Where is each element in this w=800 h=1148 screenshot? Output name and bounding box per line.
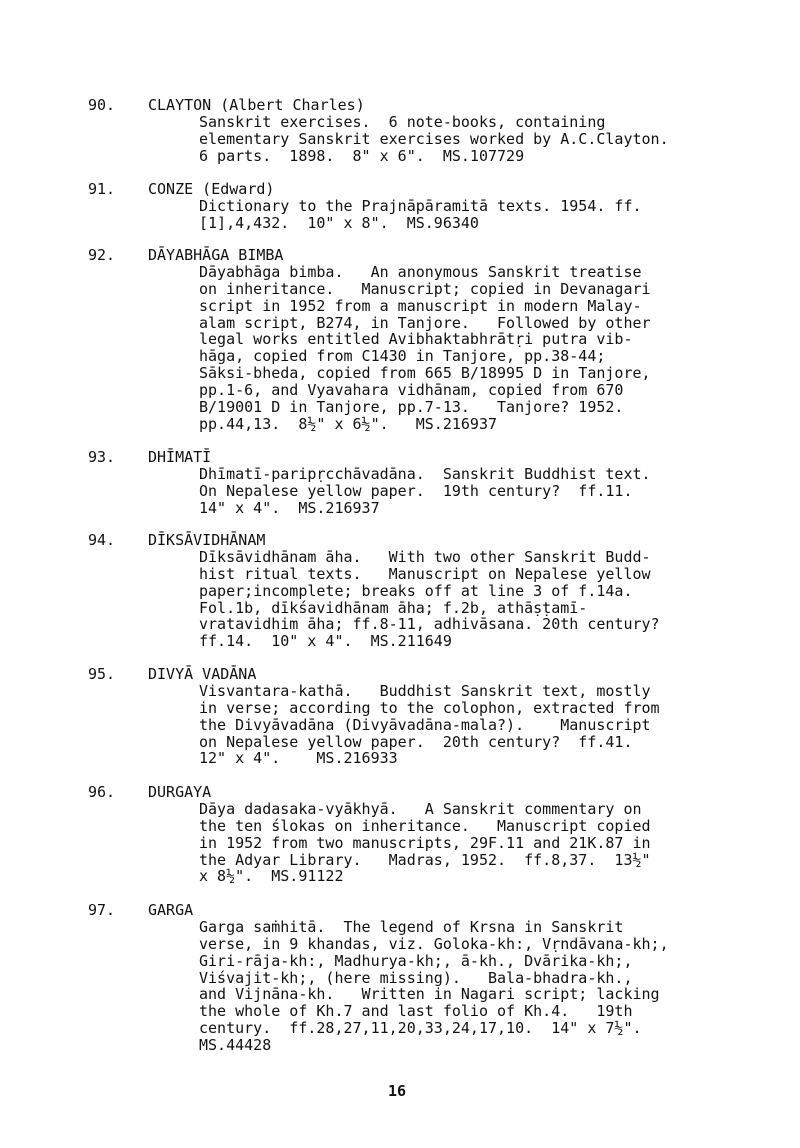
- entry-line: elementary Sanskrit exercises worked by A.C.Clayton.: [199, 129, 669, 148]
- entry-heading: DIVYĀ VADĀNA: [148, 665, 257, 683]
- entry-number: 93.: [88, 448, 116, 466]
- entry-line: the Divyāvadāna (Divyāvadāna-mala?). Manuscript: [199, 715, 651, 734]
- entry-line: ff.14. 10" x 4". MS.211649: [199, 632, 452, 651]
- entry-description: [199, 114, 669, 165]
- entry-line: the ten ślokas on inheritance. Manuscript copied: [199, 816, 651, 835]
- entry-line: pp.44,13. 8½" x 6½". MS.216937: [199, 414, 498, 433]
- entry-number: 94.: [88, 531, 116, 549]
- entry-description: [199, 466, 651, 517]
- entry-description: [199, 919, 669, 1054]
- entry-line: Dāyabhāga bimba. An anonymous Sanskrit treatise: [199, 263, 642, 281]
- entry-description: [199, 801, 651, 885]
- entry-line: hāga, copied from C1430 in Tanjore, pp.38-44;: [199, 347, 606, 366]
- entry-line: Dictionary to the Prajnāpāramitā texts. 1954. ff.: [199, 197, 642, 215]
- entry-line: on Nepalese yellow paper. 20th century? ff.41.: [199, 732, 633, 751]
- entry-line: 6 parts. 1898. 8" x 6". MS.107729: [199, 146, 525, 165]
- entry-line: Giri-rāja-kh:, Madhurya-kh;, ā-kh., Dvārika-kh;,: [199, 951, 633, 970]
- page-number: 16: [388, 1082, 407, 1100]
- entry-line: 12" x 4". MS.216933: [199, 749, 398, 768]
- entry-number: 91.: [88, 180, 116, 198]
- entry-heading: GARGA: [148, 901, 194, 919]
- entry-line: the whole of Kh.7 and last folio of Kh.4. 19th: [199, 1002, 633, 1021]
- entry-number: 95.: [88, 665, 116, 683]
- entry-heading: DHĪMATĪ: [148, 448, 212, 466]
- entry-number: 90.: [88, 96, 116, 114]
- entry-line: alam script, B274, in Tanjore. Followed by other: [199, 313, 651, 332]
- entry-line: Dāya dadasaka-vyākhyā. A Sanskrit commentary on: [199, 800, 642, 818]
- entry-description: [199, 549, 660, 650]
- entry-line: Viśvajit-kh;, (here missing). Bala-bhadra-kh.,: [199, 968, 633, 987]
- entry-number: 97.: [88, 901, 116, 919]
- entry-heading: CLAYTON (Albert Charles): [148, 96, 365, 114]
- entry-line: Fol.1b, dīkśavidhānam āha; f.2b, athāṣṭamī-: [199, 598, 588, 617]
- entry-line: MS.44428: [199, 1035, 272, 1054]
- entry-line: 14" x 4". MS.216937: [199, 498, 380, 517]
- entry-line: in verse; according to the colophon, extracted from: [199, 698, 660, 717]
- entry-line: Dhīmatī-paripṛcchāvadāna. Sanskrit Buddhist text.: [199, 465, 651, 483]
- entry-line: paper;incomplete; breaks off at line 3 of f.14a.: [199, 581, 633, 600]
- entry-line: pp.1-6, and Vyavahara vidhānam, copied from 670: [199, 380, 624, 399]
- entry-line: script in 1952 from a manuscript in modern Malay-: [199, 296, 642, 315]
- entry-line: Dīksāvidhānam āha. With two other Sanskrit Budd-: [199, 548, 651, 566]
- entry-line: hist ritual texts. Manuscript on Nepalese yellow: [199, 564, 651, 583]
- entry-heading: DĪKSĀVIDHĀNAM: [148, 531, 266, 549]
- entry-line: x 8½". MS.91122: [199, 867, 344, 886]
- entry-line: B/19001 D in Tanjore, pp.7-13. Tanjore? 1952.: [199, 397, 624, 416]
- entry-number: 96.: [88, 783, 116, 801]
- entry-line: On Nepalese yellow paper. 19th century? ff.11.: [199, 481, 633, 500]
- entry-line: on inheritance. Manuscript; copied in Devanagari: [199, 279, 651, 298]
- entry-line: Sāksi-bheda, copied from 665 B/18995 D in Tanjore,: [199, 364, 651, 383]
- entry-heading: DĀYABHĀGA BIMBA: [148, 246, 284, 264]
- entry-description: [199, 683, 660, 767]
- entry-line: and Vijnāna-kh. Written in Nagari script; lacking: [199, 985, 660, 1004]
- entry-line: verse, in 9 khandas, viz. Goloka-kh:, Vṛndāvana-kh;,: [199, 934, 669, 953]
- entry-line: Visvantara-kathā. Buddhist Sanskrit text, mostly: [199, 682, 651, 700]
- entry-description: [199, 264, 651, 432]
- entry-line: Sanskrit exercises. 6 note-books, containing: [199, 113, 606, 131]
- entry-line: Garga saṁhitā. The legend of Krsna in Sanskrit: [199, 918, 624, 936]
- entry-description: [199, 198, 642, 232]
- entry-line: the Adyar Library. Madras, 1952. ff.8,37. 13½": [199, 850, 651, 869]
- entry-line: century. ff.28,27,11,20,33,24,17,10. 14" x 7½".: [199, 1019, 642, 1038]
- entry-line: legal works entitled Avibhaktabhrātṛi putra vib-: [199, 330, 633, 349]
- entry-heading: DURGAYA: [148, 783, 212, 801]
- entry-line: vratavidhim āha; ff.8-11, adhivāsana. 20th century?: [199, 615, 660, 634]
- entry-number: 92.: [88, 246, 116, 264]
- entry-line: in 1952 from two manuscripts, 29F.11 and 21K.87 in: [199, 833, 651, 852]
- entry-heading: CONZE (Edward): [148, 180, 275, 198]
- entry-line: [1],4,432. 10" x 8". MS.96340: [199, 213, 479, 232]
